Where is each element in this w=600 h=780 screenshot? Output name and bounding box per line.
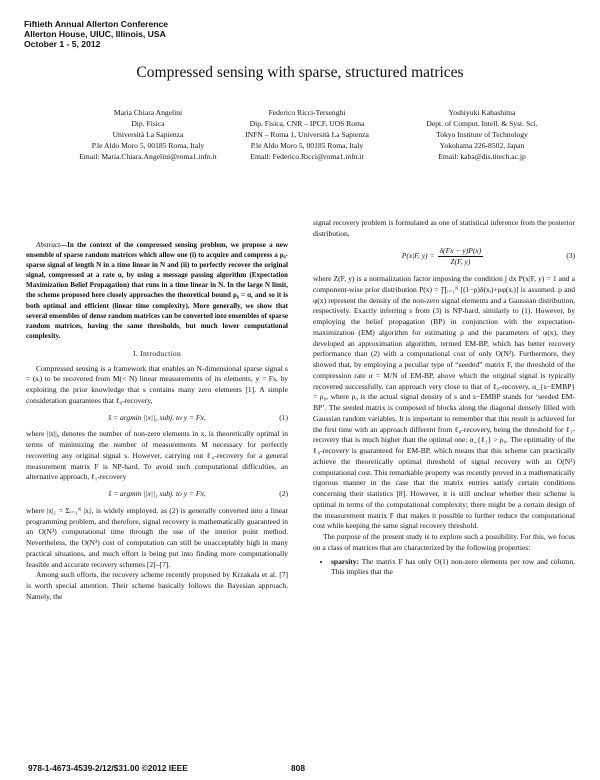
equation-3 (313, 246, 575, 269)
list-item-label: sparsity: (331, 556, 360, 566)
right-paragraph-1: signal recovery problem is formulated as one of statistical inference from the posterior distribution, (313, 218, 575, 238)
intro-paragraph-4: Among such efforts, the recovery scheme recently proposed by Krzakala et al. [7] is worth special attention. Their scheme basically follows the Bayesian approach. Namely, the (26, 570, 288, 601)
abstract-label: Abstract (36, 241, 61, 249)
conference-location: Allerton House, UIUC, Illinois, USA (24, 29, 166, 39)
equation-3-denominator: Z(F, y) (450, 257, 471, 267)
author-email[interactable]: Email: Federico.Ricci@roma1.infn.it (250, 151, 364, 161)
equation-2-number: (2) (279, 489, 288, 499)
author-institution: Università La Sapienza (112, 129, 184, 139)
author-block-2 (232, 108, 382, 163)
author-address: P.le Aldo Moro 5, 00185 Roma, Italy (91, 140, 205, 150)
author-dept: Dip. Fisica, CNR – IPCF, UOS Roma (249, 118, 365, 128)
conference-name: Fiftieth Annual Allerton Conference (24, 19, 169, 29)
author-email[interactable]: Email: Maria.Chiara.Angelini@roma1.infn.it (79, 151, 217, 161)
list-item (331, 557, 575, 579)
right-paragraph-3: The purpose of the present study is to explore such a possibility. For this, we focus on a class of matrices that are characterized by the following properties: (313, 532, 575, 552)
conference-dates: October 1 - 5, 2012 (24, 39, 101, 49)
author-name: Yoshiyuki Kabashima (448, 108, 516, 117)
intro-paragraph-2: where ||x||₀ denotes the number of non-zero elements in x, is theoretically optimal in terms of minimizing the number of measurements M necessary for perfectly recovering any original signal s. However, carrying out ℓ₀-recovery for a general measurement matrix F is NP-hard. To avoid such computational difficulties, an alternative approach, ℓ₁-recovery (26, 429, 288, 482)
equation-3-fraction (438, 246, 484, 269)
author-name: Maria Chiara Angelini (113, 108, 183, 117)
equation-2-body: ŝ = argmin ||x||₁ subj. to y = Fx, (108, 489, 206, 499)
intro-paragraph-1: Compressed sensing is a framework that enables an N-dimensional sparse signal s = (sᵢ) to be recovered from M(< N) linear measurements of its elements, y = Fs, by exploiting the prior knowledge that s contains many zero elements [1]. A simple consideration guarantees that ℓ₀-recovery, (26, 363, 288, 405)
footer-isbn: 978-1-4673-4539-2/12/$31.00 ©2012 IEEE (28, 763, 188, 773)
author-dept: Dip. Fisica (131, 118, 165, 128)
list-item-text: The matrix F has only O(1) non-zero elements per row and column. This implies that the (331, 556, 575, 577)
right-paragraph-2: where Z(F, y) is a normalization factor imposing the condition ∫ dx P(x|F, y) = 1 and a component-wise prior distribution P(x) = ∏ᵢ₌₁ᴺ [(1−ρ)δ(xᵢ)+ρφ(xᵢ)] is assumed. ρ and φ(x) represent the density of the non-zero signal elements and a Gaussian distribution, respectively. Exactly inferring s from (3) is NP-hard, similarly to (1). However, by employing the belief propagation (BP) in conjunction with the expectation-maximization (EM) algorithm for estimating ρ and the parameters of φ(x), they developed an approximation algorithm, termed EM-BP, which has better recovery performance than (2) with a computational cost of only O(N²). Furthermore, they showed that, by employing a peculiar type of “seeded” matrix F, the threshold of the compression rate α = M/N of EM-BP, above which the original signal is typically recovered successfully, can approach very close to that of ℓ₀-recovery, α_{s−EMBP} = ρ₀, where ρ₀ is the actual signal density of s and s−EMBP stands for ‘seeded EM-BP’. The seeded matrix is composed of blocks along the diagonal densely filled with Gaussian random variables. It is important to remember that this result is achieved for the first time with an approach different from ℓ₀-recovery, being the threshold for ℓ₁-recovery that is much higher than the optimal one: α_{ℓ₁} > ρ₀. The optimality of the ℓ₀-recovery is guaranteed for EM-BP, which means that this scheme can practically achieve the theoretically optimal threshold of signal recovery with an O(N²) computational cost. This remarkable property was recently proved in a mathematically rigorous manner in the case that the matrix entries satisfy certain conditions concerning their statistics [8]. However, it is still unclear whether their scheme is optimal in terms of the computational complexity; there might be a certain design of the measurement matrix F that makes it possible to further reduce the computational cost while keeping the same signal recovery threshold. (313, 274, 575, 531)
equation-3-number: (3) (566, 251, 575, 261)
author-institution: INFN – Roma 1, Università La Sapienza (245, 129, 369, 139)
author-block-3 (392, 108, 572, 163)
equation-3-numerator: δ(Fx − y)P(x) (438, 246, 484, 258)
paper-title: Compressed sensing with sparse, structured matrices (136, 64, 464, 81)
section-heading-introduction: I. Introduction (132, 348, 182, 358)
right-column (313, 218, 575, 578)
left-column (26, 240, 288, 603)
abstract-text: —In the context of the compressed sensing problem, we propose a new ensemble of sparse random matrices which allow one (i) to acquire and compress a ρ₀-sparse signal of length N in a time linear in N and (ii) to perfectly recover the original signal, compressed at a rate α, by using a message passing algorithm (Expectation Maximization Belief Propagation) that runs in a time linear in N. In the large N limit, the scheme proposed here closely approaches the theoretical bound ρ₀ = α, and so it is both optimal and efficient (linear time complexity). More generally, we show that several ensembles of dense random matrices can be converted into ensembles of sparse random matrices, having the same thresholds, but much lower computational complexity. (26, 241, 288, 340)
equation-2 (26, 489, 288, 500)
equation-1 (26, 413, 288, 424)
page-number: 808 (291, 763, 305, 773)
conference-header (24, 19, 168, 49)
equation-3-lhs: P(x|F, y) = (401, 251, 435, 261)
author-address: Yokohama 226-8502, Japan (439, 140, 525, 150)
author-dept: Dept. of Comput. Intell. & Syst. Sci. (426, 118, 538, 128)
abstract (26, 240, 288, 341)
intro-paragraph-3: where |x|₁ = Σᵢ₌₁ᴺ |xᵢ|, is widely employed, as (2) is generally converted into a linear programming problem, and therefore, signal recovery is mathematically guaranteed in an O(N³) computational time through the use of the interior point method. Nevertheless, the O(N³) cost of computation can still be unacceptably high in many practical situations, and much effort is being put into finding more computationally feasible and accurate recovery schemes [2]–[7]. (26, 505, 288, 569)
equation-1-number: (1) (279, 412, 288, 422)
author-email[interactable]: Email: kaba@dis.titech.ac.jp (438, 151, 526, 161)
author-address: P.le Aldo Moro 5, 00185 Roma, Italy (250, 140, 364, 150)
author-institution: Tokyo Institute of Technology (436, 129, 528, 139)
author-block-1 (58, 108, 238, 163)
property-list (313, 557, 575, 579)
equation-1-body: ŝ = argmin ||x||₀ subj. to y = Fx, (108, 412, 206, 422)
author-name: Federico Ricci-Tersenghi (268, 108, 346, 117)
